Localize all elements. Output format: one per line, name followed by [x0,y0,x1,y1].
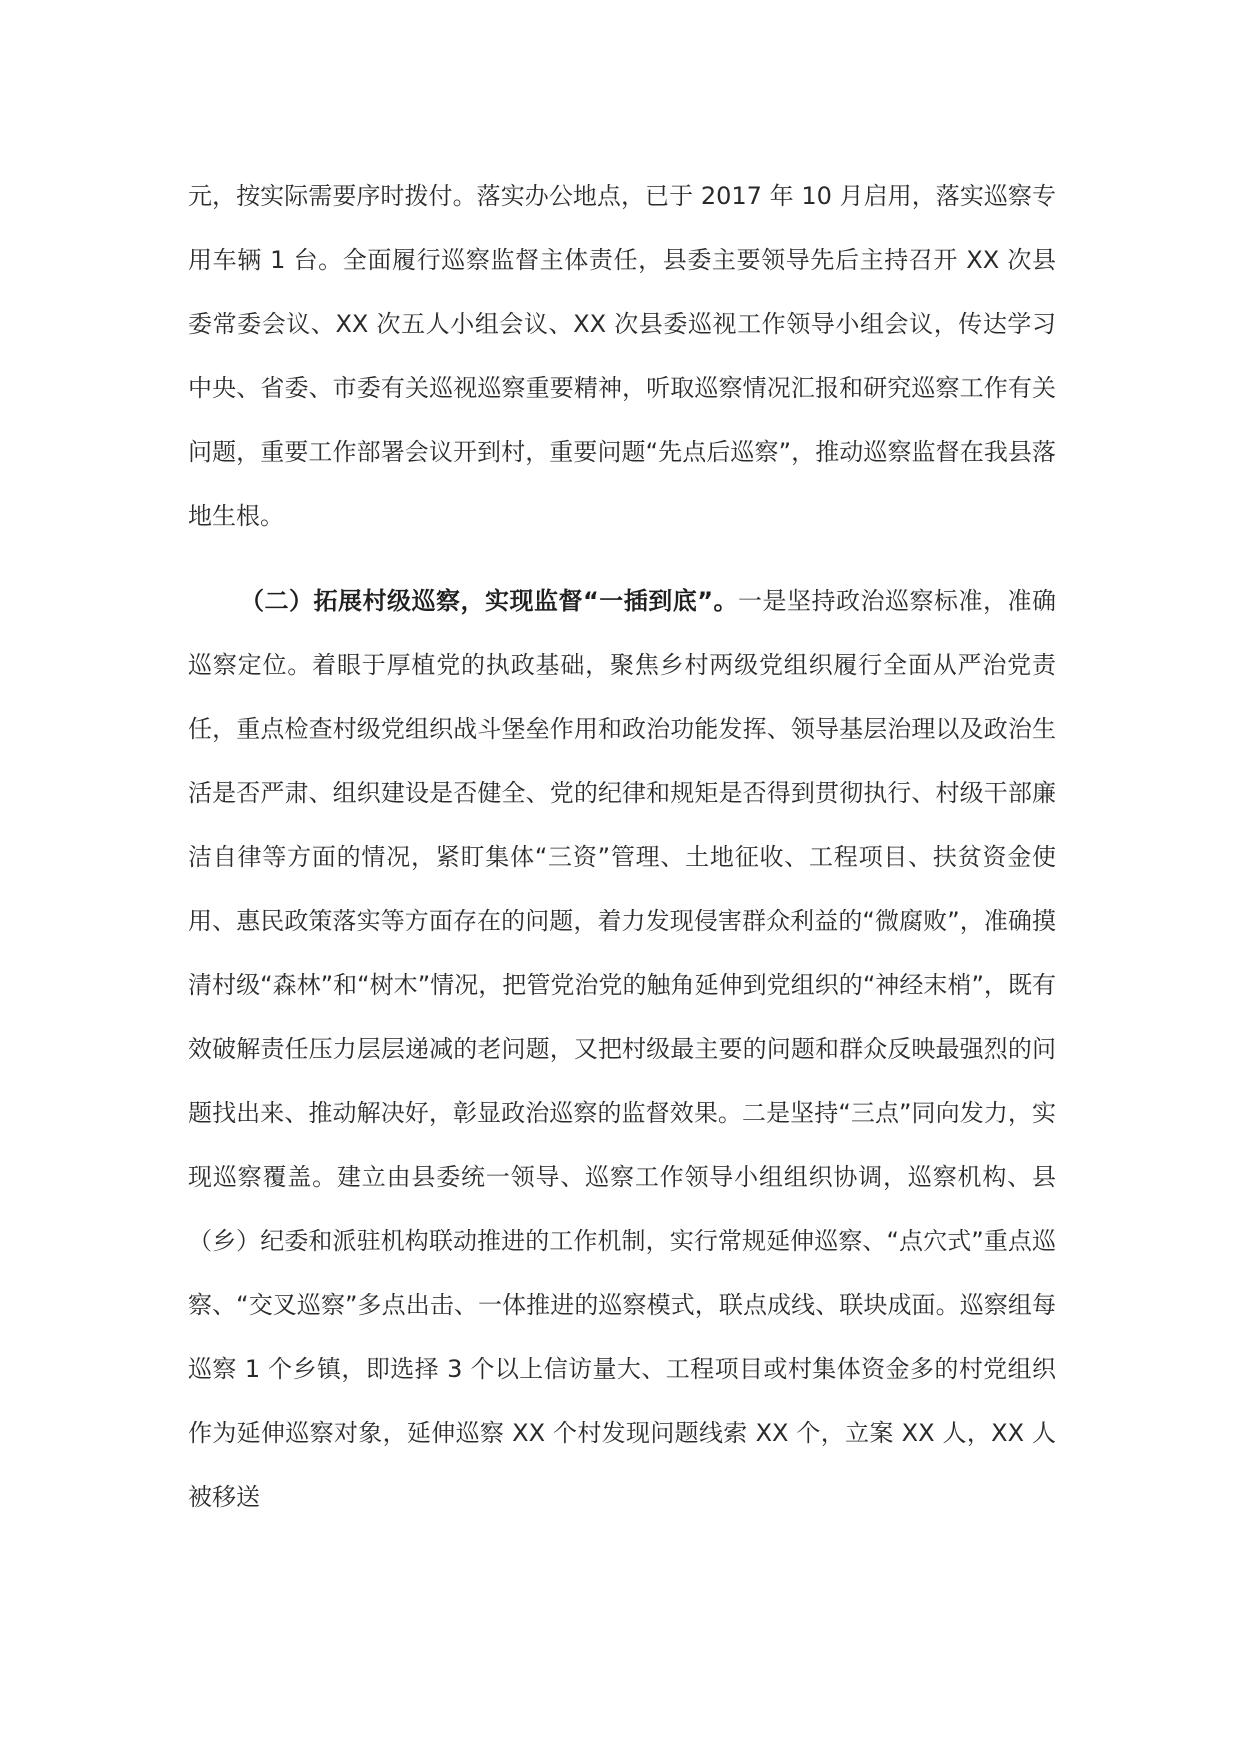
paragraph-2 [188,569,1056,1529]
paragraph-1 [188,164,1056,548]
section-heading: （二）拓展村级巡察，实现监督“一插到底”。 [240,587,739,615]
paragraph-2-body: 一是坚持政治巡察标准，准确巡察定位。着眼于厚植党的执政基础，聚焦乡村两级党组织履行全面从严治党责任，重点检查村级党组织战斗堡垒作用和政治功能发挥、领导基层治理以及政治生活是否严肃、组织建设是否健全、党的纪律和规矩是否得到贯彻执行、村级干部廉洁自律等方面的情况，紧盯集体“三资”管理、土地征收、工程项目、扶贫资金使用、惠民政策落实等方面存在的问题，着力发现侵害群众利益的“微腐败”，准确摸清村级“森林”和“树木”情况，把管党治党的触角延伸到党组织的“神经末梢”，既有效破解责任压力层层递减的老问题，又把村级最主要的问题和群众反映最强烈的问题找出来、推动解决好，彰显政治巡察的监督效果。二是坚持“三点”同向发力，实现巡察覆盖。建立由县委统一领导、巡察工作领导小组组织协调，巡察机构、县（乡）纪委和派驻机构联动推进的工作机制，实行常规延伸巡察、“点穴式”重点巡察、“交叉巡察”多点出击、一体推进的巡察模式，联点成线、联块成面。巡察组每巡察 1 个乡镇，即选择 3 个以上信访量大、工程项目或村集体资金多的村党组织作为延伸巡察对象，延伸巡察 XX 个村发现问题线索 XX 个，立案 XX 人，XX 人被移送 [188,587,1056,1511]
paragraph-1-text: 元，按实际需要序时拨付。落实办公地点，已于 2017 年 10 月启用，落实巡察专用车辆 1 台。全面履行巡察监督主体责任，县委主要领导先后主持召开 XX 次县委常委会议、XX 次五人小组会议、XX 次县委巡视工作领导小组会议，传达学习中央、省委、市委有关巡视巡察重要精神，听取巡察情况汇报和研究巡察工作有关问题，重要工作部署会议开到村，重要问题“先点后巡察”，推动巡察监督在我县落地生根。 [188,182,1056,530]
paragraph-2-text [188,569,1056,1529]
